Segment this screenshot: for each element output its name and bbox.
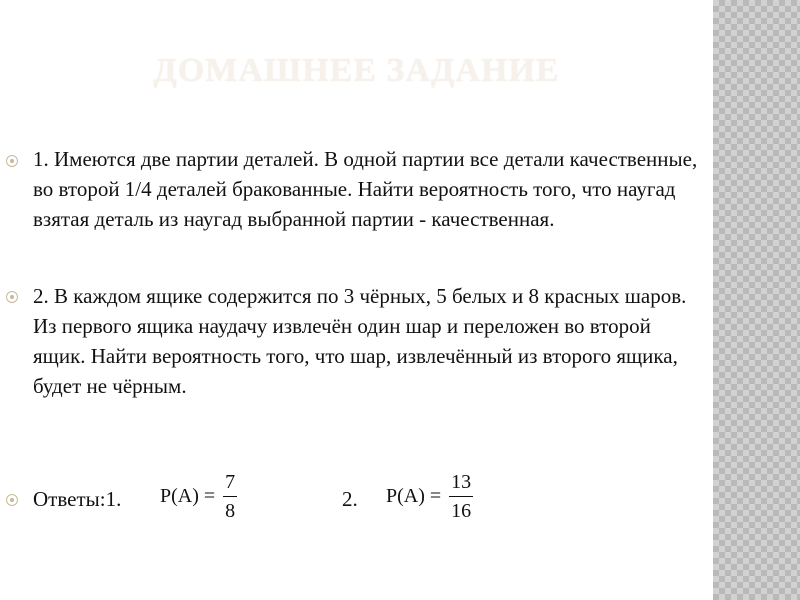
answer-1-fraction bbox=[223, 470, 237, 523]
answer-1-numerator: 7 bbox=[225, 471, 236, 493]
answer-1-formula bbox=[160, 470, 237, 523]
fraction-bar bbox=[223, 496, 237, 497]
bullet-icon bbox=[6, 155, 18, 167]
answer-1-lhs: P(A) = bbox=[160, 485, 216, 507]
task-2-text: 2. В каждом ящике содержится по 3 чёрных, 5 белых и 8 красных шаров. Из первого ящика наудачу извлечён один шар и переложен во второй ящик. Найти вероятность того, что шар, извлечённый из второго ящика, будет не чёрным. bbox=[33, 284, 687, 398]
answer-2-label: 2. bbox=[342, 487, 358, 511]
decorative-side-band bbox=[713, 0, 800, 600]
answer-1-denominator: 8 bbox=[225, 500, 236, 522]
slide-title: ДОМАШНЕЕ ЗАДАНИЕ bbox=[153, 52, 560, 89]
answer-2-fraction bbox=[449, 470, 473, 523]
task-1-text: 1. Имеются две партии деталей. В одной партии все детали качественные, во второй 1/4 деталей бракованные. Найти вероятность того, что наугад взятая деталь из наугад выбранной партии - качественная. bbox=[33, 147, 698, 231]
answers-label: Ответы:1. bbox=[33, 487, 122, 511]
fraction-bar bbox=[449, 496, 473, 497]
answer-2-denominator: 16 bbox=[451, 500, 472, 522]
bullet-icon bbox=[6, 291, 18, 303]
answer-2-formula bbox=[386, 470, 473, 523]
bullet-icon bbox=[6, 494, 18, 506]
answer-2-lhs: P(A) = bbox=[386, 485, 442, 507]
answer-2-numerator: 13 bbox=[451, 471, 472, 493]
